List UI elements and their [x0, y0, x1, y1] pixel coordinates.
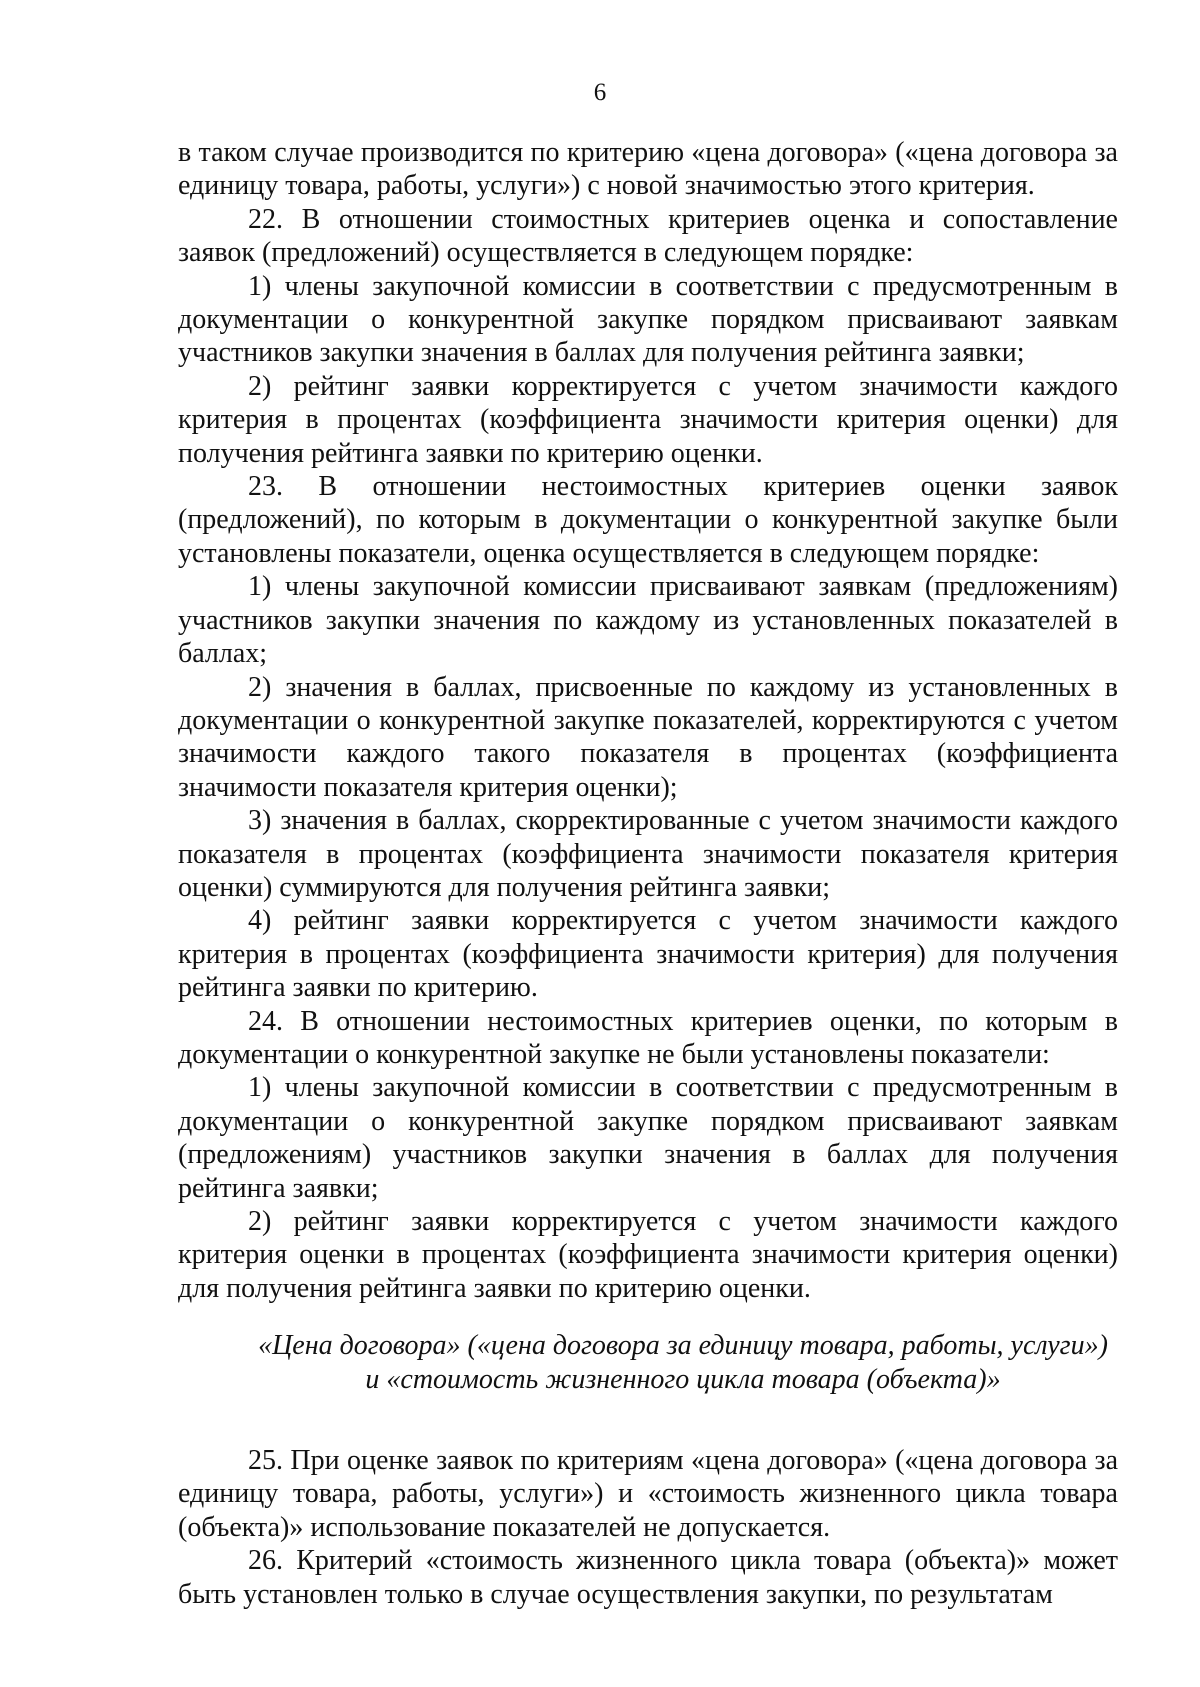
paragraph-23: 23. В отношении нестоимостных критериев оценки заявок (предложений), по которым в документации о конкурентной закупке были установлены показатели, оценка осуществляется в следующем порядке: — [178, 471, 1118, 569]
paragraph-23-item-2: 2) значения в баллах, присвоенные по каждому из установленных в документации о конкурентной закупке показателей, корректируются с учетом значимости каждого такого показателя в процентах (коэффициента значимости показателя критерия оценки); — [178, 671, 1118, 803]
section-heading — [178, 1329, 1118, 1396]
paragraph-22-item-1: 1) члены закупочной комиссии в соответствии с предусмотренным в документации о конкурентной закупке порядком присваивают заявкам участников закупки значения в баллах для получения рейтинга заявки; — [178, 270, 1118, 369]
paragraph-23-item-1: 1) члены закупочной комиссии присваивают заявкам (предложениям) участников закупки значения по каждому из установленных показателей в баллах; — [178, 571, 1118, 670]
paragraph-22: 22. В отношении стоимостных критериев оценка и сопоставление заявок (предложений) осуществляется в следующем порядке: — [178, 203, 1118, 269]
section-heading-line-2: и «стоимость жизненного цикла товара (объекта)» — [365, 1363, 1001, 1395]
paragraph-23-item-4: 4) рейтинг заявки корректируется с учетом значимости каждого критерия в процентах (коэффициента значимости критерия) для получения рейтинга заявки по критерию. — [178, 905, 1118, 1004]
paragraph-24-item-2: 2) рейтинг заявки корректируется с учетом значимости каждого критерия оценки в процентах (коэффициента значимости критерия оценки) для получения рейтинга заявки по критерию оценки. — [178, 1206, 1118, 1304]
paragraph-24-item-1: 1) члены закупочной комиссии в соответствии с предусмотренным в документации о конкурентной закупке порядком присваивают заявкам (предложениям) участников закупки значения в баллах для получения рейтинга заявки; — [178, 1072, 1118, 1204]
paragraph: в таком случае производится по критерию «цена договора» («цена договора за единицу товара, работы, услуги») с новой значимостью этого критерия. — [178, 137, 1118, 202]
section-heading-line-1: «Цена договора» («цена договора за единицу товара, работы, услуги») — [258, 1330, 1108, 1362]
paragraph-25: 25. При оценке заявок по критериям «цена договора» («цена договора за единицу товара, работы, услуги») и «стоимость жизненного цикла товара (объекта)» использование показателей не допускается. — [178, 1445, 1118, 1543]
paragraph-24: 24. В отношении нестоимостных критериев оценки, по которым в документации о конкурентной закупке не были установлены показатели: — [178, 1005, 1118, 1070]
document-body — [178, 136, 1118, 1611]
paragraph-23-item-3: 3) значения в баллах, скорректированные с учетом значимости каждого показателя в процентах (коэффициента значимости показателя критерия оценки) суммируются для получения рейтинга заявки; — [178, 805, 1118, 903]
paragraph-22-item-2: 2) рейтинг заявки корректируется с учетом значимости каждого критерия в процентах (коэффициента значимости критерия оценки) для получения рейтинга заявки по критерию оценки. — [178, 370, 1118, 469]
paragraph-26: 26. Критерий «стоимость жизненного цикла товара (объекта)» может быть установлен только в случае осуществления закупки, по результатам — [178, 1545, 1118, 1610]
page-number: 6 — [593, 79, 607, 106]
